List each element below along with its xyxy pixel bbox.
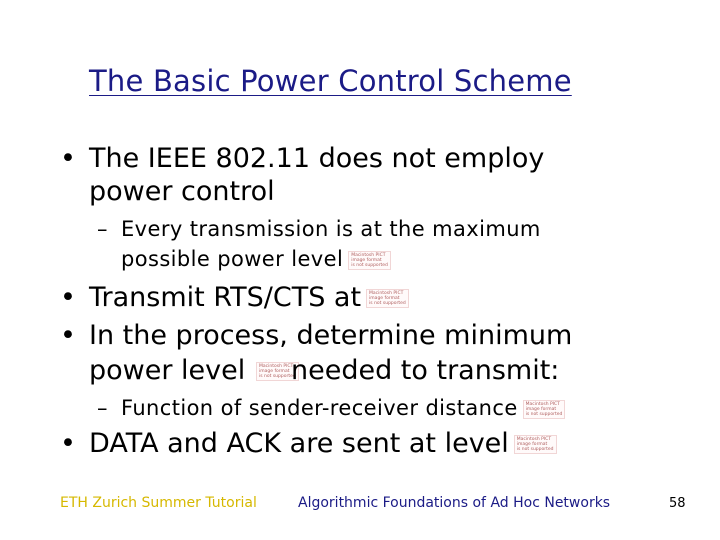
bullet-4-line-1 <box>89 428 557 459</box>
bullet-1-line-1: The IEEE 802.11 does not employ <box>89 143 545 174</box>
bullet-3-line-2b: needed to transmit: <box>291 355 560 386</box>
sub-bullet-1-line-2-text: possible power level <box>121 247 344 271</box>
bullet-2-line-1 <box>89 282 409 313</box>
pict-placeholder-image: Macintosh PICT image format is not supported <box>256 362 299 381</box>
bullet-1-line-2: power control <box>89 176 275 207</box>
pict-placeholder-image: Macintosh PICT image format is not supported <box>523 400 566 419</box>
pict-placeholder-image: Macintosh PICT image format is not supported <box>348 251 391 270</box>
sub-bullet-1-line-1: Every transmission is at the maximum <box>121 217 541 241</box>
sub-bullet-1-line-2 <box>121 247 391 271</box>
sub-bullet-2-line-1 <box>121 396 565 420</box>
slide-title: The Basic Power Control Scheme <box>89 64 572 98</box>
bullet-marker: • <box>60 143 76 174</box>
sub-bullet-marker: – <box>97 217 108 241</box>
bullet-3-line-2a: power level <box>89 355 246 386</box>
pict-placeholder-image: Macintosh PICT image format is not supported <box>514 435 557 454</box>
pict-placeholder-image: Macintosh PICT image format is not supported <box>366 289 409 308</box>
bullet-4-text: DATA and ACK are sent at level <box>89 428 509 459</box>
bullet-marker: • <box>60 282 76 313</box>
footer-center-text: Algorithmic Foundations of Ad Hoc Networks <box>298 495 611 511</box>
sub-bullet-2-text: Function of sender-receiver distance <box>121 396 518 420</box>
page-number: 58 <box>669 496 686 511</box>
bullet-3-line-1: In the process, determine minimum <box>89 320 573 351</box>
bullet-marker: • <box>60 320 76 351</box>
bullet-2-text: Transmit RTS/CTS at <box>89 282 362 313</box>
sub-bullet-marker: – <box>97 396 108 420</box>
bullet-marker: • <box>60 428 76 459</box>
footer-left-text: ETH Zurich Summer Tutorial <box>60 495 257 511</box>
